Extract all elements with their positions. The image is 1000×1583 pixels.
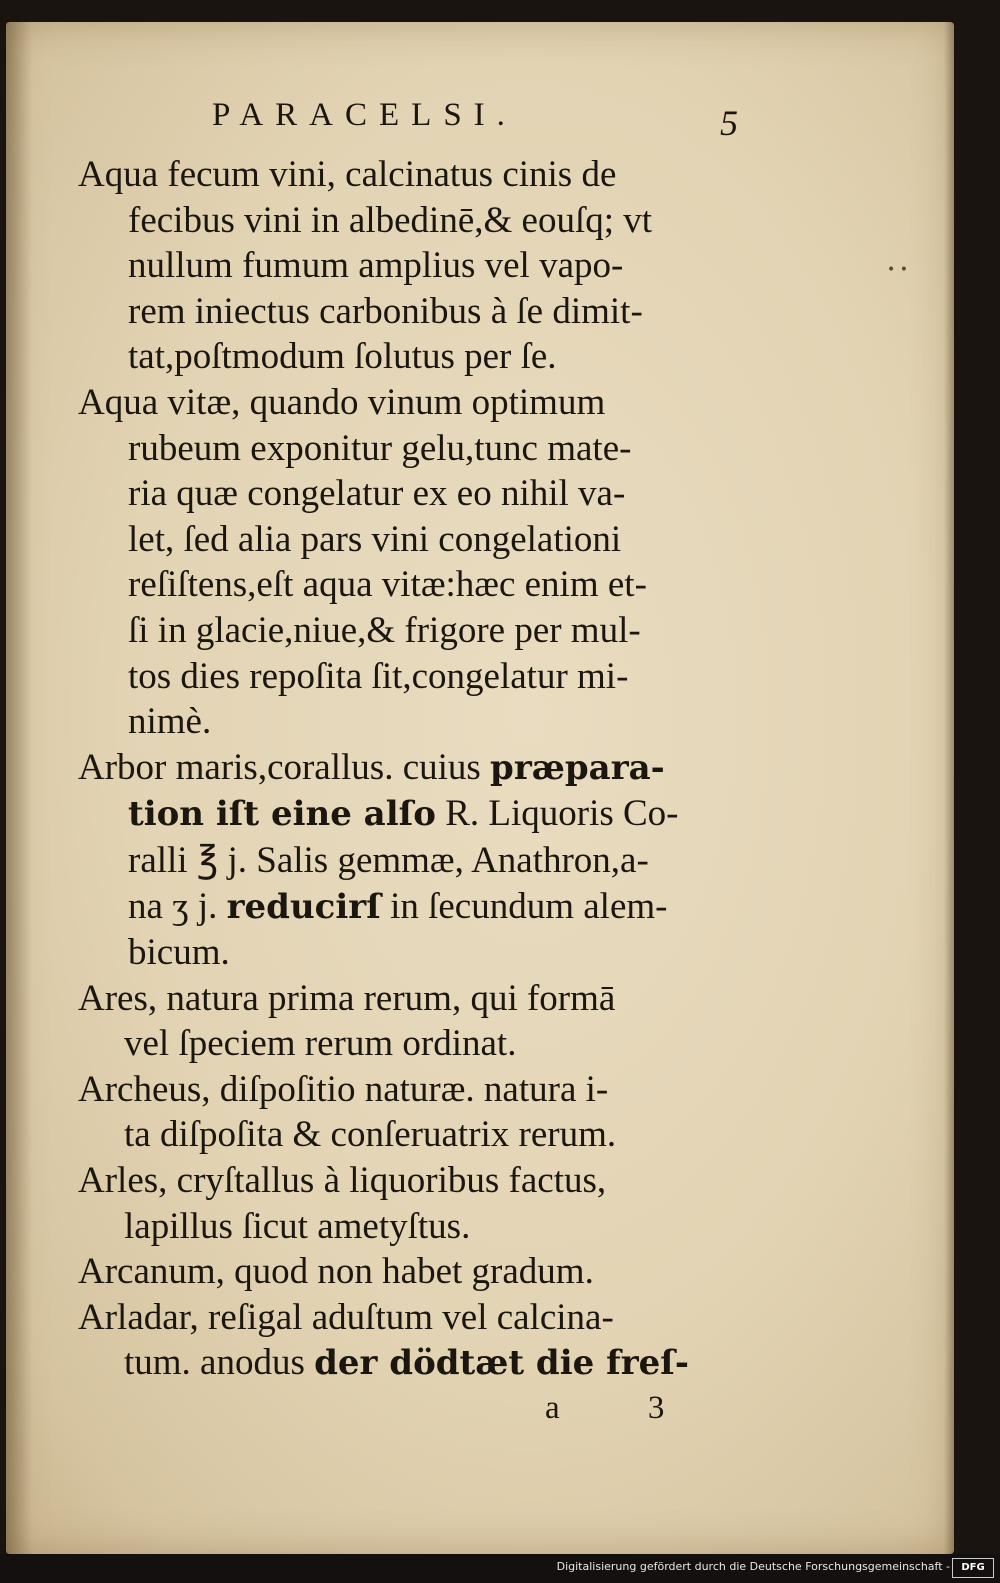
text-line: Ares, natura prima rerum, qui formā <box>78 977 616 1019</box>
text-line: Arbor maris,corallus. cuius præpara- <box>78 746 665 788</box>
blackletter-text: der dödtæt die freſ- <box>314 1343 689 1384</box>
marginal-marks: • • <box>887 262 908 278</box>
blackletter-text: tion iſt eine alſo <box>128 794 436 835</box>
footer-bar <box>0 1554 1000 1583</box>
text-line: Arles, cryſtallus à liquoribus factus, <box>78 1160 607 1202</box>
running-head: PARACELSI. <box>212 97 517 133</box>
text-line: fecibus vini in albedinē,& eouſq; vt <box>128 199 653 241</box>
entry-ares <box>78 976 758 1067</box>
dfg-logo: DFG <box>952 1558 994 1578</box>
text-line: lapillus ſicut ametyſtus. <box>124 1205 471 1247</box>
blackletter-text: præpara- <box>490 747 665 788</box>
funding-credit: Digitalisierung gefördert durch die Deutsche Forschungsgemeinschaft - <box>556 1560 950 1573</box>
text-line: nimè. <box>128 701 212 743</box>
entry-arles <box>78 1158 758 1249</box>
text-line: Arcanum, quod non habet gradum. <box>78 1251 594 1293</box>
signature-mark: a 3 <box>545 1390 705 1426</box>
text-line: na ʒ j. reducirſ in ſecundum alem- <box>128 885 668 927</box>
text-line: Arladar, reſigal aduſtum vel calcina- <box>78 1296 614 1338</box>
text-line: Aqua vitæ, quando vinum optimum <box>78 381 606 423</box>
text-line: ralli ℥ j. Salis gemmæ, Anathron,a- <box>128 839 649 881</box>
text-line: bicum. <box>128 932 230 974</box>
text-line: Archeus, diſpoſitio naturæ. natura i- <box>78 1068 609 1110</box>
text-line: ta diſpoſita & conſeruatrix rerum. <box>124 1114 617 1156</box>
entry-aqua-fecum <box>78 152 758 380</box>
text-line: ſi in glacie,niue,& frigore per mul- <box>128 609 641 651</box>
blackletter-text: reducirſ <box>226 886 381 927</box>
text-line: tos dies repoſita ſit,congelatur mi- <box>128 655 629 697</box>
text-line: tum. anodus der dödtæt die freſ- <box>124 1342 689 1384</box>
text-line: rem iniectus carbonibus à ſe dimit- <box>128 290 643 332</box>
text-line: ria quæ congelatur ex eo nihil va- <box>128 473 626 515</box>
gutter-shadow <box>6 22 32 1554</box>
text-line: let, ſed alia pars vini congelationi <box>128 518 622 560</box>
page-number: 5 <box>720 103 738 143</box>
text-line: vel ſpeciem rerum ordinat. <box>124 1023 517 1065</box>
text-line: nullum fumum amplius vel vapo- <box>128 245 624 287</box>
entry-arbor-maris <box>78 745 758 976</box>
text-line: reſiſtens,eſt aqua vitæ:hæc enim et- <box>128 564 647 606</box>
text-line: tat,poſtmodum ſolutus per ſe. <box>128 336 557 378</box>
text-line: tion iſt eine alſo R. Liquoris Co- <box>128 793 679 835</box>
text-line: rubeum exponitur gelu,tunc mate- <box>128 427 632 469</box>
page-edge <box>944 22 954 1554</box>
entry-aqua-vitae <box>78 380 758 745</box>
entry-arladar <box>78 1295 758 1387</box>
glossary-text <box>78 152 758 1387</box>
entry-arcanum <box>78 1249 758 1295</box>
text-line: Aqua fecum vini, calcinatus cinis de <box>78 154 617 195</box>
entry-archeus <box>78 1067 758 1158</box>
